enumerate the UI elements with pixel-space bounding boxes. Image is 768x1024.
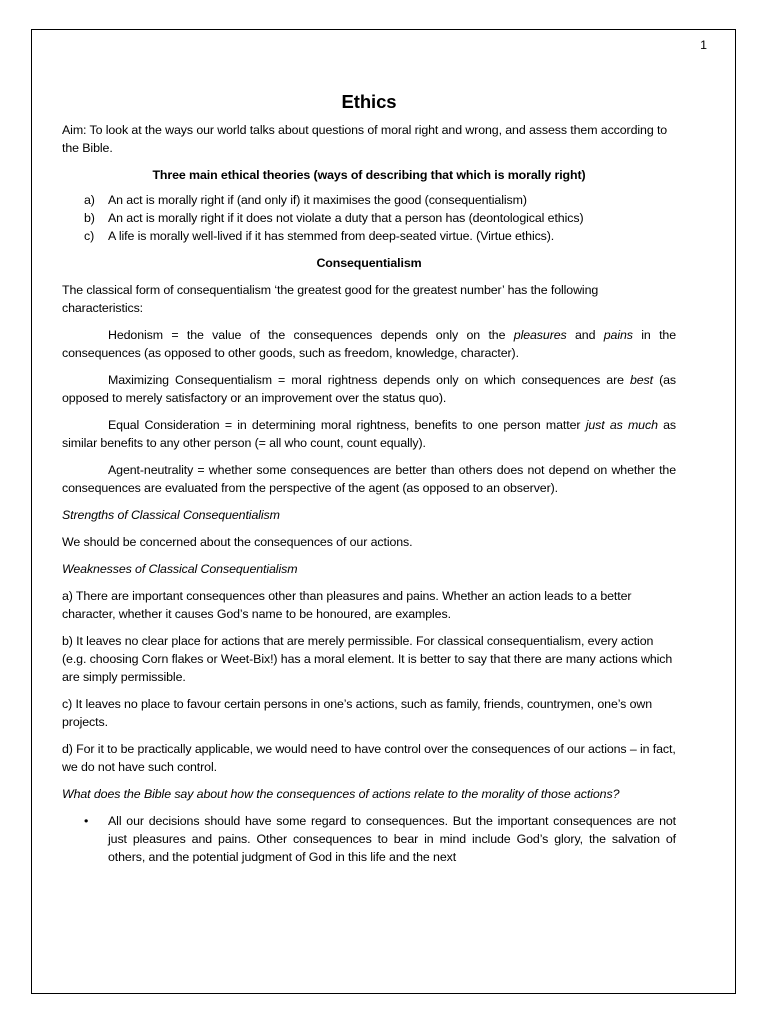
- text-run-italic: pleasures: [513, 328, 567, 342]
- bullet-item: [62, 812, 676, 866]
- weakness-item: b) It leaves no clear place for actions that are merely permissible. For classical consequentialism, every action (e.g. choosing Corn flakes or Weet-Bix!) has a moral element. It is better to say that there are many actions which are simply permissible.: [62, 634, 673, 684]
- aim-paragraph: Aim: To look at the ways our world talks about questions of moral right and wrong, and assess them according to the Bible.: [62, 123, 668, 155]
- list-item: [62, 209, 676, 227]
- strengths-text: We should be concerned about the consequences of our actions.: [62, 535, 413, 549]
- weakness-item: d) For it to be practically applicable, we would need to have control over the consequences of our actions – in fact, we do not have such control.: [62, 742, 676, 774]
- text-run: Maximizing Consequentialism = moral rightness depends only on which consequences are: [108, 373, 630, 387]
- page-number: 1: [700, 38, 707, 52]
- classical-intro: The classical form of consequentialism ‘the greatest good for the greatest number’ has the following characteristics:: [62, 283, 599, 315]
- maximizing-paragraph: [62, 371, 676, 407]
- theories-heading: Three main ethical theories (ways of describing that which is morally right): [152, 168, 586, 182]
- text-run: in the consequences (as opposed to other goods, such as freedom, knowledge, character).: [62, 328, 676, 360]
- text-run: Equal Consideration = in determining moral rightness, benefits to one person matter: [108, 418, 586, 432]
- equal-consideration-paragraph: [62, 416, 676, 452]
- consequentialism-heading: Consequentialism: [316, 256, 422, 270]
- list-item: [62, 227, 676, 245]
- theories-list: [62, 191, 676, 245]
- list-item: [62, 191, 676, 209]
- list-text: An act is morally right if it does not violate a duty that a person has (deontological ethics): [108, 211, 584, 225]
- text-run: (as opposed to merely satisfactory or an improvement over the status quo).: [62, 373, 676, 405]
- list-marker: b): [84, 211, 95, 225]
- agent-neutrality-paragraph: Agent-neutrality = whether some consequences are better than others does not depend on whether the consequences are evaluated from the perspective of the agent (as opposed to an observer).: [62, 463, 676, 495]
- bullet-text: All our decisions should have some regard to consequences. But the important consequences are not just pleasures and pains. Other consequences to bear in mind include God’s glory, the salvation of others, and the potential judgment of God in this life and the next: [108, 814, 676, 864]
- list-text: An act is morally right if (and only if) it maximises the good (consequentialism): [108, 193, 527, 207]
- list-text: A life is morally well-lived if it has stemmed from deep-seated virtue. (Virtue ethics).: [108, 229, 555, 243]
- text-run: as similar benefits to any other person (= all who count, count equally).: [62, 418, 676, 450]
- document-body: [62, 36, 676, 866]
- bullet-list: [62, 812, 676, 866]
- text-run: Hedonism = the value of the consequences depends only on the: [108, 328, 514, 342]
- text-run-italic: just as much: [585, 418, 658, 432]
- document-title: Ethics: [341, 91, 397, 112]
- list-marker: c): [84, 229, 95, 243]
- strengths-heading: Strengths of Classical Consequentialism: [62, 508, 280, 522]
- bullet-marker: •: [84, 814, 89, 828]
- weaknesses-heading: Weaknesses of Classical Consequentialism: [62, 562, 298, 576]
- hedonism-paragraph: [62, 326, 676, 362]
- list-marker: a): [84, 193, 95, 207]
- text-run-italic: best: [629, 373, 653, 387]
- weakness-item: a) There are important consequences other than pleasures and pains. Whether an action leads to a better character, whether it causes God’s name to be honoured, are examples.: [62, 589, 632, 621]
- text-run: and: [566, 328, 604, 342]
- text-run-italic: pains: [603, 328, 633, 342]
- bible-question: What does the Bible say about how the consequences of actions relate to the morality of those actions?: [62, 787, 620, 801]
- weakness-item: c) It leaves no place to favour certain persons in one’s actions, such as family, friends, countrymen, one’s own projects.: [62, 697, 653, 729]
